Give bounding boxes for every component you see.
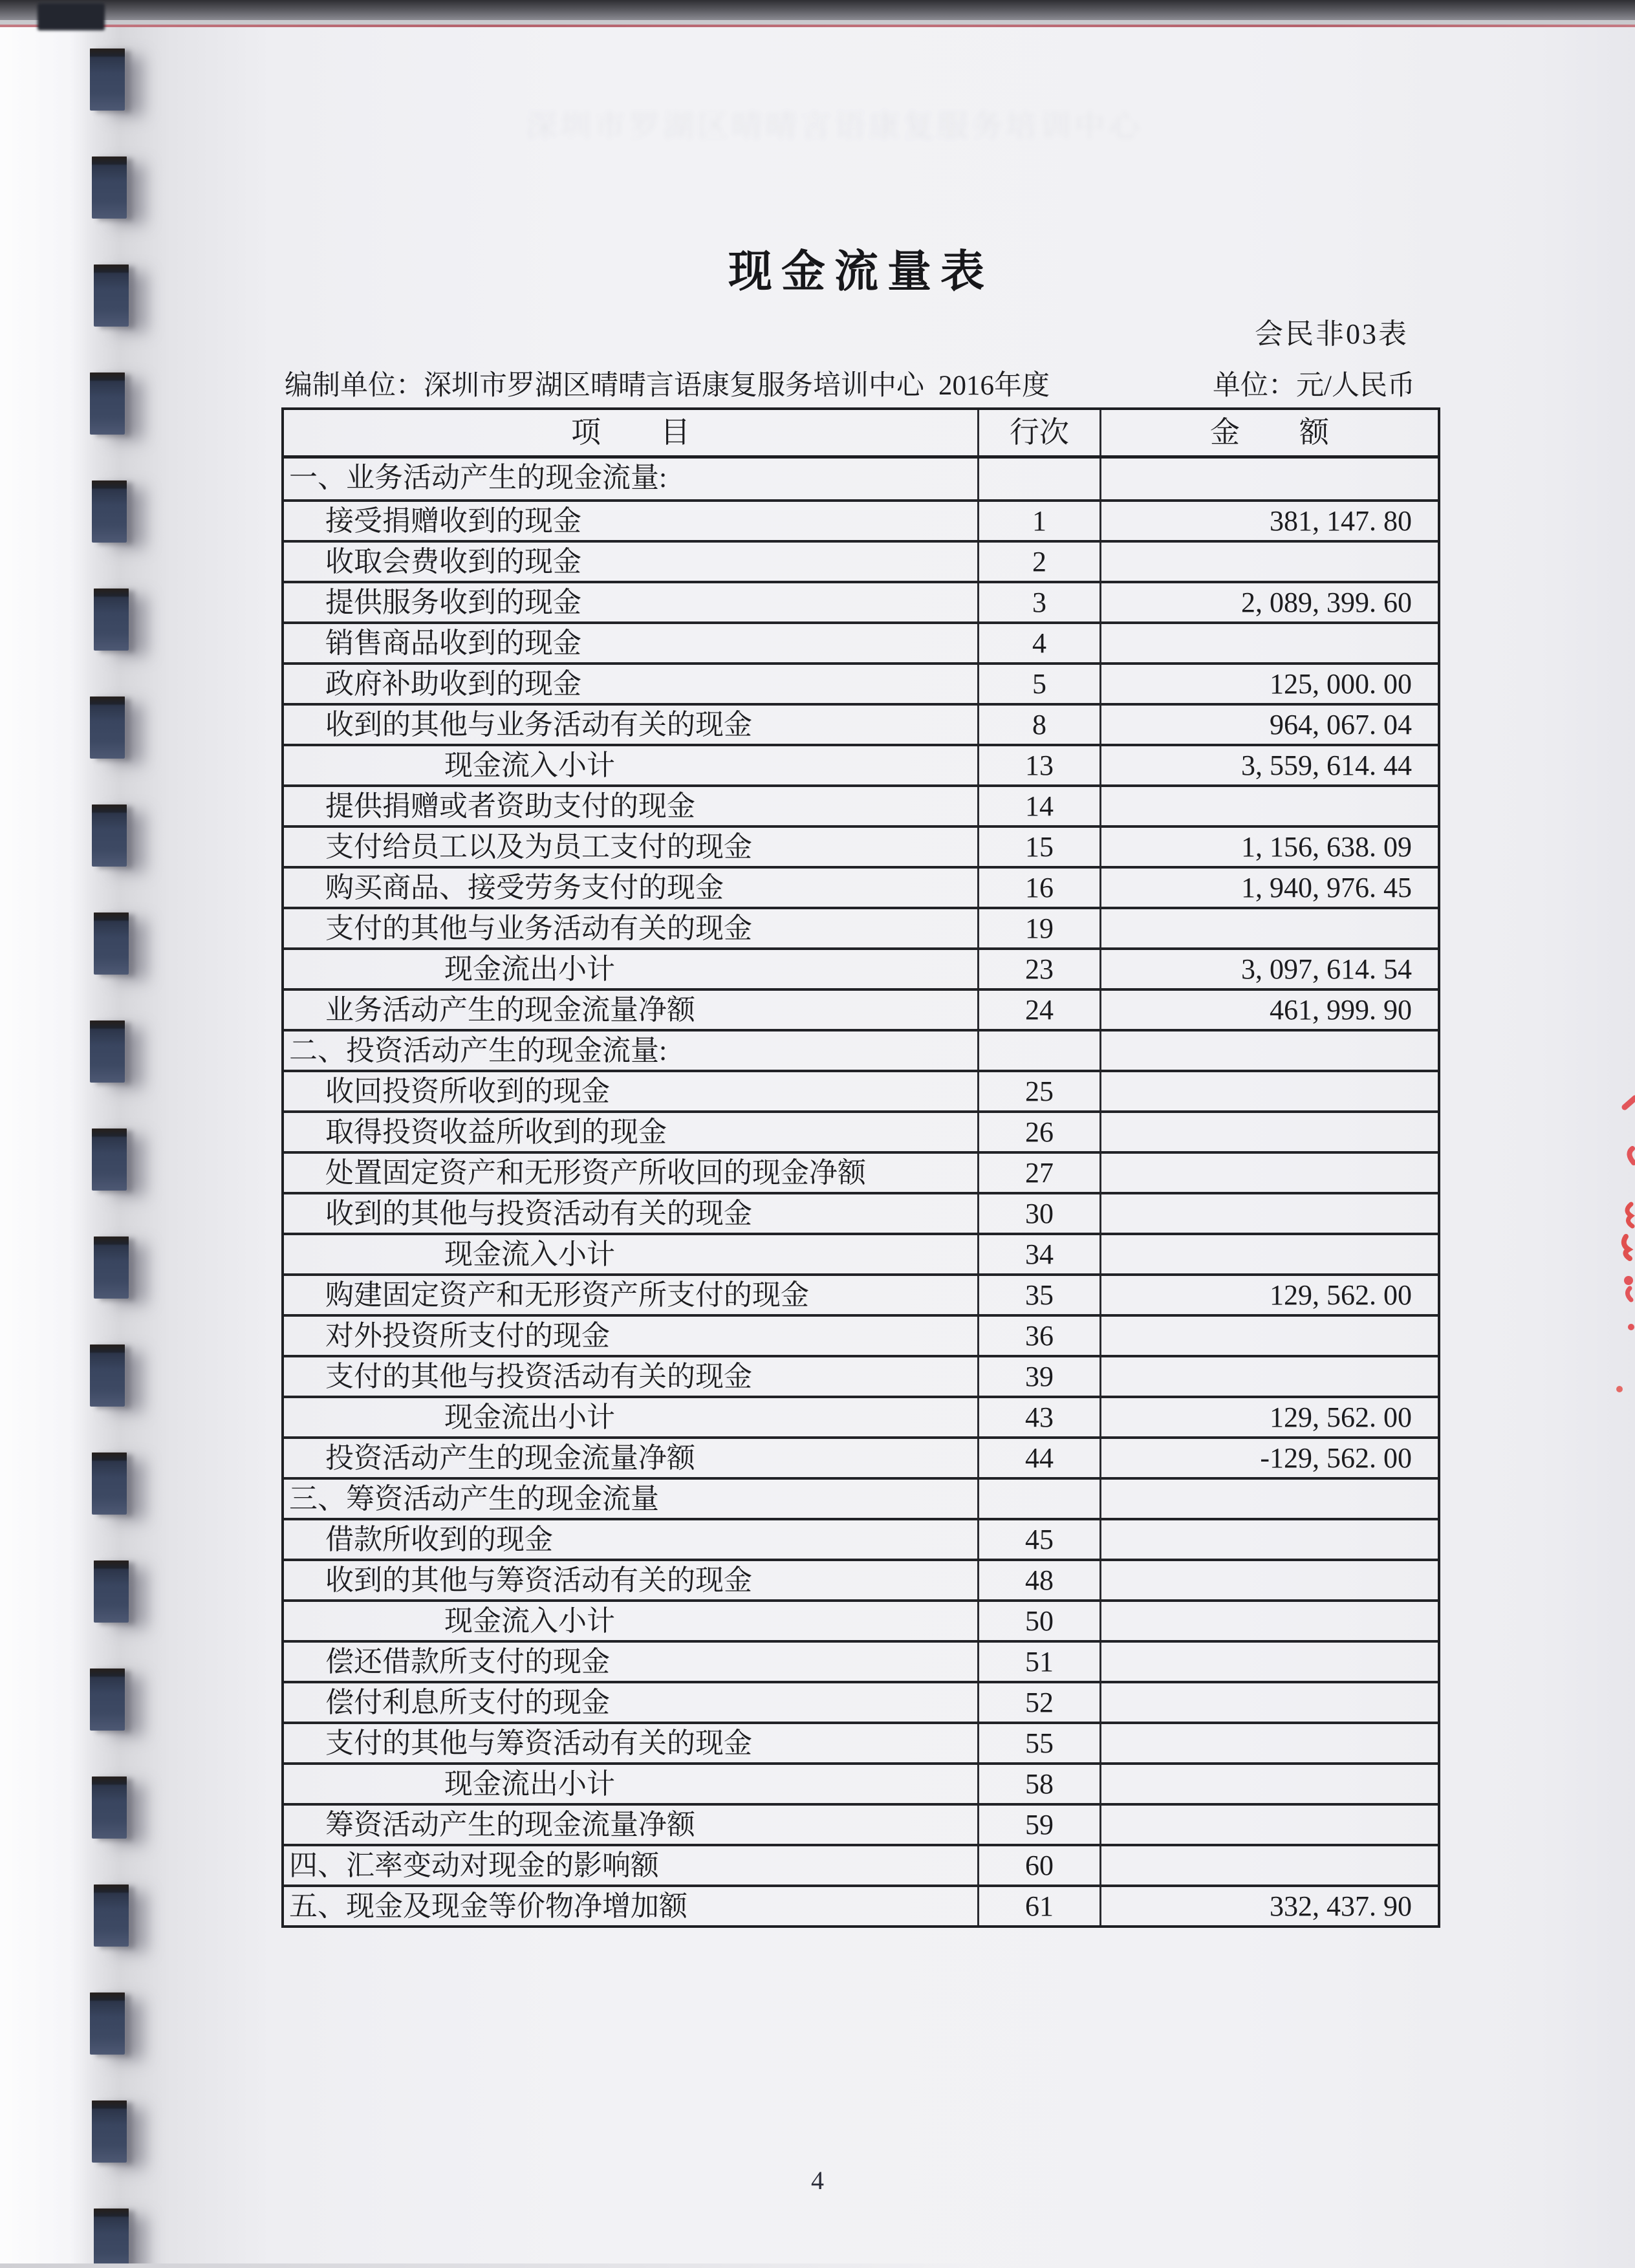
item-cell: 业务活动产生的现金流量净额 [325, 994, 695, 1026]
table-row [284, 459, 1438, 499]
binding-tooth [94, 265, 129, 327]
binding-tooth [92, 1129, 127, 1191]
amount-cell: -129, 562. 00 [1260, 1442, 1412, 1474]
prepared-by-name: 深圳市罗湖区晴晴言语康复服务培训中心 [424, 371, 924, 401]
line-number-cell [977, 459, 1101, 499]
amount-cell [1101, 1683, 1438, 1722]
binding-tooth [94, 1561, 129, 1623]
table-row [284, 1151, 1438, 1192]
amount-cell [1101, 909, 1438, 947]
binding-tooth [90, 1345, 125, 1407]
amount-cell: 125, 000. 00 [1270, 668, 1412, 700]
table-row [284, 581, 1438, 621]
item-cell: 二、投资活动产生的现金流量: [289, 1035, 667, 1066]
binding-tooth [90, 697, 125, 759]
item-cell: 购建固定资产和无形资产所支付的现金 [325, 1279, 809, 1311]
table-row [284, 499, 1438, 540]
table-row [284, 988, 1438, 1029]
item-cell: 收取会费收到的现金 [325, 546, 581, 578]
item-cell: 三、筹资活动产生的现金流量 [289, 1483, 659, 1515]
line-number-cell: 8 [977, 706, 1101, 744]
binding-tooth [94, 2209, 129, 2268]
binding-tooth [92, 481, 127, 543]
table-row [284, 1681, 1438, 1722]
table-row [284, 1518, 1438, 1559]
item-cell: 投资活动产生的现金流量净额 [325, 1442, 695, 1474]
item-cell: 支付的其他与业务活动有关的现金 [325, 913, 752, 944]
amount-cell [1101, 1072, 1438, 1110]
amount-cell [1101, 1317, 1438, 1355]
table-row [284, 1396, 1438, 1436]
line-number-cell: 4 [977, 624, 1101, 662]
red-ink-edge-marks [1607, 1086, 1635, 1423]
amount-cell [1101, 1561, 1438, 1599]
amount-cell: 3, 097, 614. 54 [1241, 953, 1412, 985]
cash-flow-table [281, 407, 1440, 1928]
amount-cell [1101, 1154, 1438, 1192]
line-number-cell: 16 [977, 869, 1101, 907]
item-cell: 现金流入小计 [444, 1238, 615, 1270]
table-row [284, 540, 1438, 581]
amount-cell [1101, 1724, 1438, 1762]
item-cell: 现金流出小计 [444, 1768, 615, 1800]
scanner-edge-band [0, 0, 1635, 20]
amount-cell [1101, 543, 1438, 581]
item-cell: 偿还借款所支付的现金 [325, 1646, 610, 1678]
item-cell: 提供捐赠或者资助支付的现金 [325, 790, 695, 822]
amount-cell [1101, 1235, 1438, 1273]
table-row [284, 1110, 1438, 1151]
binding-tooth [94, 589, 129, 651]
item-cell: 购买商品、接受劳务支付的现金 [325, 872, 724, 903]
binding-tooth [90, 373, 125, 435]
line-number-cell: 27 [977, 1154, 1101, 1192]
line-number-cell: 55 [977, 1724, 1101, 1762]
line-number-cell: 36 [977, 1317, 1101, 1355]
item-cell: 提供服务收到的现金 [325, 587, 581, 618]
amount-cell [1101, 1113, 1438, 1151]
table-row [284, 1885, 1438, 1925]
item-cell: 收到的其他与筹资活动有关的现金 [325, 1564, 752, 1596]
line-number-cell: 50 [977, 1602, 1101, 1640]
table-row [284, 621, 1438, 662]
line-number-cell: 58 [977, 1765, 1101, 1803]
line-number-cell: 15 [977, 828, 1101, 866]
amount-cell [1101, 459, 1438, 499]
page-number: 4 [811, 2166, 824, 2195]
table-row [284, 1477, 1438, 1518]
table-row [284, 1844, 1438, 1885]
preparation-line [285, 363, 1415, 403]
line-number-cell: 14 [977, 787, 1101, 825]
amount-cell: 381, 147. 80 [1270, 505, 1412, 537]
table-row [284, 1273, 1438, 1314]
binding-tooth [94, 913, 129, 975]
amount-cell [1101, 1194, 1438, 1233]
line-number-cell: 5 [977, 665, 1101, 703]
item-cell: 销售商品收到的现金 [325, 627, 581, 659]
line-number-cell: 59 [977, 1806, 1101, 1844]
table-row [284, 1436, 1438, 1477]
amount-cell: 3, 559, 614. 44 [1241, 750, 1412, 781]
line-number-cell: 2 [977, 543, 1101, 581]
binding-tooth [90, 1021, 125, 1083]
header-item-column: 项 目 [571, 416, 690, 449]
page-title: 现金流量表 [728, 247, 993, 296]
table-row [284, 703, 1438, 744]
binding-tooth [90, 1669, 125, 1731]
table-row [284, 1192, 1438, 1233]
form-number: 会民非03表 [1255, 318, 1409, 350]
item-cell: 处置固定资产和无形资产所收回的现金净额 [325, 1157, 866, 1189]
item-cell: 收到的其他与投资活动有关的现金 [325, 1198, 752, 1229]
binding-spine-corner-mark [38, 3, 105, 30]
binding-tooth [90, 1993, 125, 2055]
item-cell: 支付的其他与投资活动有关的现金 [325, 1361, 752, 1392]
amount-cell [1101, 1806, 1438, 1844]
item-cell: 接受捐赠收到的现金 [325, 505, 581, 537]
binding-tooth [92, 1453, 127, 1515]
line-number-cell: 1 [977, 502, 1101, 540]
amount-cell [1101, 1846, 1438, 1885]
item-cell: 筹资活动产生的现金流量净额 [325, 1809, 695, 1841]
amount-cell: 461, 999. 90 [1270, 994, 1412, 1026]
amount-cell [1101, 1357, 1438, 1396]
amount-cell: 964, 067. 04 [1270, 709, 1412, 740]
binding-tooth [92, 1777, 127, 1839]
table-row [284, 784, 1438, 825]
amount-cell: 1, 940, 976. 45 [1241, 872, 1412, 903]
line-number-cell [977, 1031, 1101, 1070]
prepared-by [285, 363, 1050, 403]
line-number-cell: 30 [977, 1194, 1101, 1233]
amount-cell [1101, 1520, 1438, 1559]
table-row [284, 1722, 1438, 1762]
line-number-cell: 25 [977, 1072, 1101, 1110]
table-row [284, 1762, 1438, 1803]
scanner-bottom-strip [0, 2263, 981, 2268]
line-number-cell: 45 [977, 1520, 1101, 1559]
item-cell: 支付给员工以及为员工支付的现金 [325, 831, 752, 863]
table-row [284, 1640, 1438, 1681]
line-number-cell: 43 [977, 1398, 1101, 1436]
amount-cell [1101, 1602, 1438, 1640]
table-row [284, 662, 1438, 703]
prepared-by-label: 编制单位： [285, 371, 424, 401]
line-number-cell: 44 [977, 1439, 1101, 1477]
table-row [284, 1314, 1438, 1355]
item-cell: 现金流入小计 [444, 1605, 615, 1637]
line-number-cell: 3 [977, 583, 1101, 621]
table-row [284, 1803, 1438, 1844]
line-number-cell: 48 [977, 1561, 1101, 1599]
table-row [284, 1355, 1438, 1396]
line-number-cell: 39 [977, 1357, 1101, 1396]
amount-cell [1101, 787, 1438, 825]
line-number-cell: 52 [977, 1683, 1101, 1722]
table-row [284, 907, 1438, 947]
item-cell: 收回投资所收到的现金 [325, 1075, 610, 1107]
table-row [284, 1233, 1438, 1273]
header-amount-column: 金 额 [1210, 416, 1329, 449]
table-row [284, 947, 1438, 988]
binding-page-curl-highlight [0, 0, 89, 2268]
item-cell: 对外投资所支付的现金 [325, 1320, 610, 1352]
line-number-cell: 61 [977, 1887, 1101, 1925]
binding-tooth [92, 2101, 127, 2163]
item-cell: 支付的其他与筹资活动有关的现金 [325, 1727, 752, 1759]
table-header-row [284, 410, 1438, 459]
item-cell: 四、汇率变动对现金的影响额 [289, 1850, 659, 1881]
item-cell: 偿付利息所支付的现金 [325, 1687, 610, 1718]
amount-cell: 129, 562. 00 [1270, 1401, 1412, 1433]
table-row [284, 866, 1438, 907]
amount-cell [1101, 1480, 1438, 1518]
line-number-cell: 60 [977, 1846, 1101, 1885]
line-number-cell: 35 [977, 1276, 1101, 1314]
line-number-cell: 26 [977, 1113, 1101, 1151]
line-number-cell: 34 [977, 1235, 1101, 1273]
scanner-edge-light-strip [0, 20, 1635, 25]
item-cell: 五、现金及现金等价物净增加额 [289, 1890, 688, 1922]
item-cell: 一、业务活动产生的现金流量: [289, 462, 667, 493]
table-row [284, 1070, 1438, 1110]
binding-tooth [94, 1885, 129, 1947]
table-row [284, 744, 1438, 784]
line-number-cell: 24 [977, 991, 1101, 1029]
item-cell: 收到的其他与业务活动有关的现金 [325, 709, 752, 740]
currency-unit: 单位：元/人民币 [1213, 371, 1415, 401]
table-row [284, 1599, 1438, 1640]
table-row [284, 1029, 1438, 1070]
binding-tooth [94, 1237, 129, 1299]
amount-cell: 2, 089, 399. 60 [1241, 587, 1412, 618]
amount-cell: 129, 562. 00 [1270, 1279, 1412, 1311]
item-cell: 现金流出小计 [444, 1401, 615, 1433]
header-line-column: 行次 [977, 410, 1101, 455]
amount-cell [1101, 1031, 1438, 1070]
line-number-cell: 23 [977, 950, 1101, 988]
table-row [284, 825, 1438, 866]
amount-cell [1101, 624, 1438, 662]
binding-tooth [92, 157, 127, 219]
item-cell: 现金流入小计 [444, 750, 615, 781]
bleed-through-text: 深圳市罗湖区晴晴言语康复服务培训中心 [525, 109, 1143, 144]
table-body [284, 459, 1438, 1925]
line-number-cell: 19 [977, 909, 1101, 947]
amount-cell [1101, 1643, 1438, 1681]
amount-cell: 1, 156, 638. 09 [1241, 831, 1412, 863]
amount-cell [1101, 1765, 1438, 1803]
line-number-cell: 13 [977, 746, 1101, 784]
item-cell: 现金流出小计 [444, 953, 615, 985]
item-cell: 取得投资收益所收到的现金 [325, 1116, 667, 1148]
table-row [284, 1559, 1438, 1599]
binding-tooth [90, 49, 125, 111]
red-edge-line [0, 25, 1635, 27]
item-cell: 借款所收到的现金 [325, 1524, 553, 1555]
line-number-cell [977, 1480, 1101, 1518]
item-cell: 政府补助收到的现金 [325, 668, 581, 700]
report-period: 2016年度 [938, 371, 1050, 401]
amount-cell: 332, 437. 90 [1270, 1890, 1412, 1922]
binding-tooth [92, 805, 127, 867]
line-number-cell: 51 [977, 1643, 1101, 1681]
